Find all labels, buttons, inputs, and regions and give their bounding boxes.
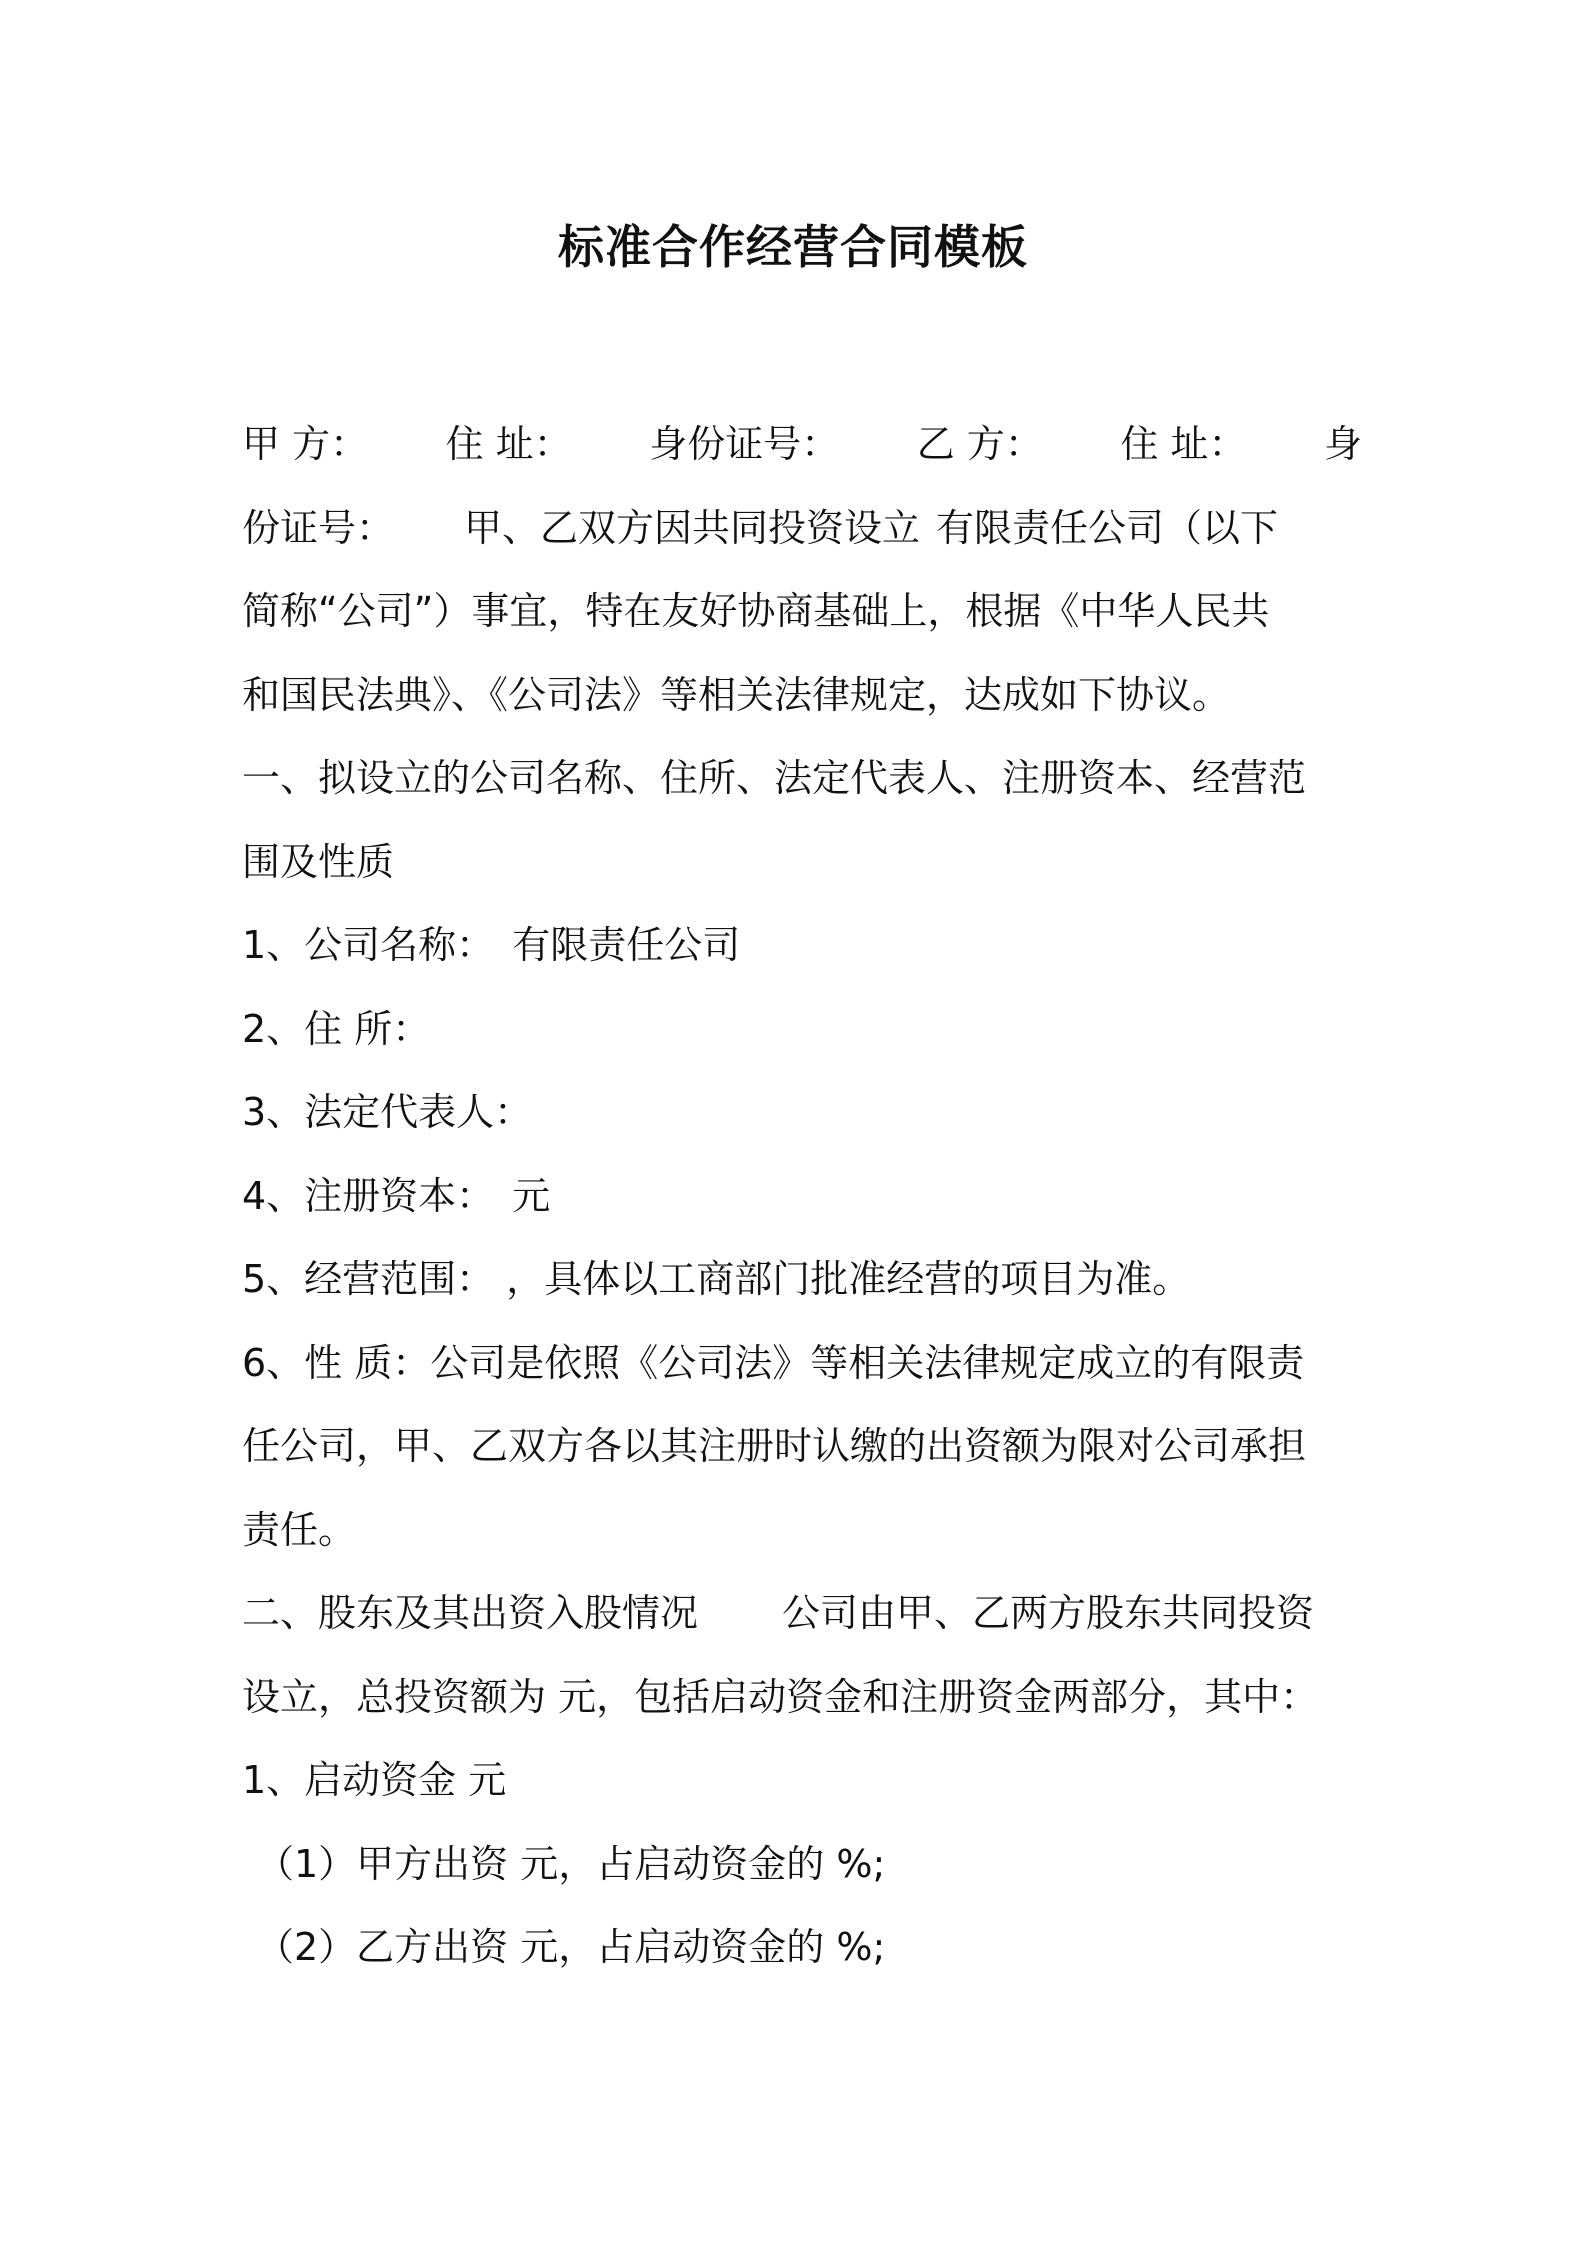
section-2-text: 公司由甲、乙两方股东共同投资 [782,1591,1315,1635]
header-fields-row [242,403,1362,487]
item-nature-line-1: 6、性 质：公司是依照《公司法》等相关法律规定成立的有限责 [242,1340,1305,1385]
id-b-label-start: 身 [1323,422,1362,466]
party-a-label: 甲 方： [242,422,369,466]
item-company-name-label: 1、公司名称： [242,923,495,967]
intro-line-1 [242,487,1362,571]
item-legal-rep: 3、法定代表人： [242,1090,533,1134]
intro-text-2: 有限责任公司（以下 [936,505,1279,550]
intro-line-2: 简称“公司”）事宜，特在友好协商基础上，根据《中华人民共 [242,589,1270,633]
id-a-label: 身份证号： [649,422,840,466]
intro-line-3: 和国民法典》、《公司法》等相关法律规定，达成如下协议。 [242,672,1231,717]
item-registered-capital-value: 元 [512,1173,551,1218]
intro-text-1: 甲、乙双方因共同投资设立 [464,505,921,550]
item-nature-line-2: 任公司，甲、乙双方各以其注册时认缴的出资额为限对公司承担 [242,1424,1307,1468]
section-2-heading: 二、股东及其出资入股情况 [242,1591,699,1635]
item-company-name [242,904,1362,988]
item-business-scope: 5、经营范围： ，具体以工商部门批准经营的项目为准。 [242,1257,1191,1301]
section-1-heading-cont: 围及性质 [242,839,395,884]
item-registered-capital-label: 4、注册资本： [242,1173,495,1218]
document-body [242,403,1362,1990]
party-b-contribution: （2）乙方出资 元，占启动资金的 %; [256,1925,886,1969]
section-1-heading: 一、拟设立的公司名称、住所、法定代表人、注册资本、经营范 [242,756,1307,800]
address-a-label: 住 址： [445,422,572,466]
address-b-label: 住 址： [1120,422,1247,466]
item-registered-capital [242,1155,1362,1239]
document-title: 标准合作经营合同模板 [558,220,1028,274]
item-address: 2、住 所： [242,1006,431,1051]
startup-capital: 1、启动资金 元 [242,1758,507,1802]
item-nature-line-3: 责任。 [242,1507,357,1552]
item-company-name-value: 有限责任公司 [512,923,741,967]
section-2-heading-row [242,1572,1362,1656]
section-2-line-2: 设立，总投资额为 元，包括启动资金和注册资金两部分，其中： [242,1674,1319,1719]
party-a-contribution: （1）甲方出资 元，占启动资金的 %; [256,1841,886,1886]
party-b-label: 乙 方： [916,422,1043,466]
id-b-label-end: 份证号： [242,505,395,550]
